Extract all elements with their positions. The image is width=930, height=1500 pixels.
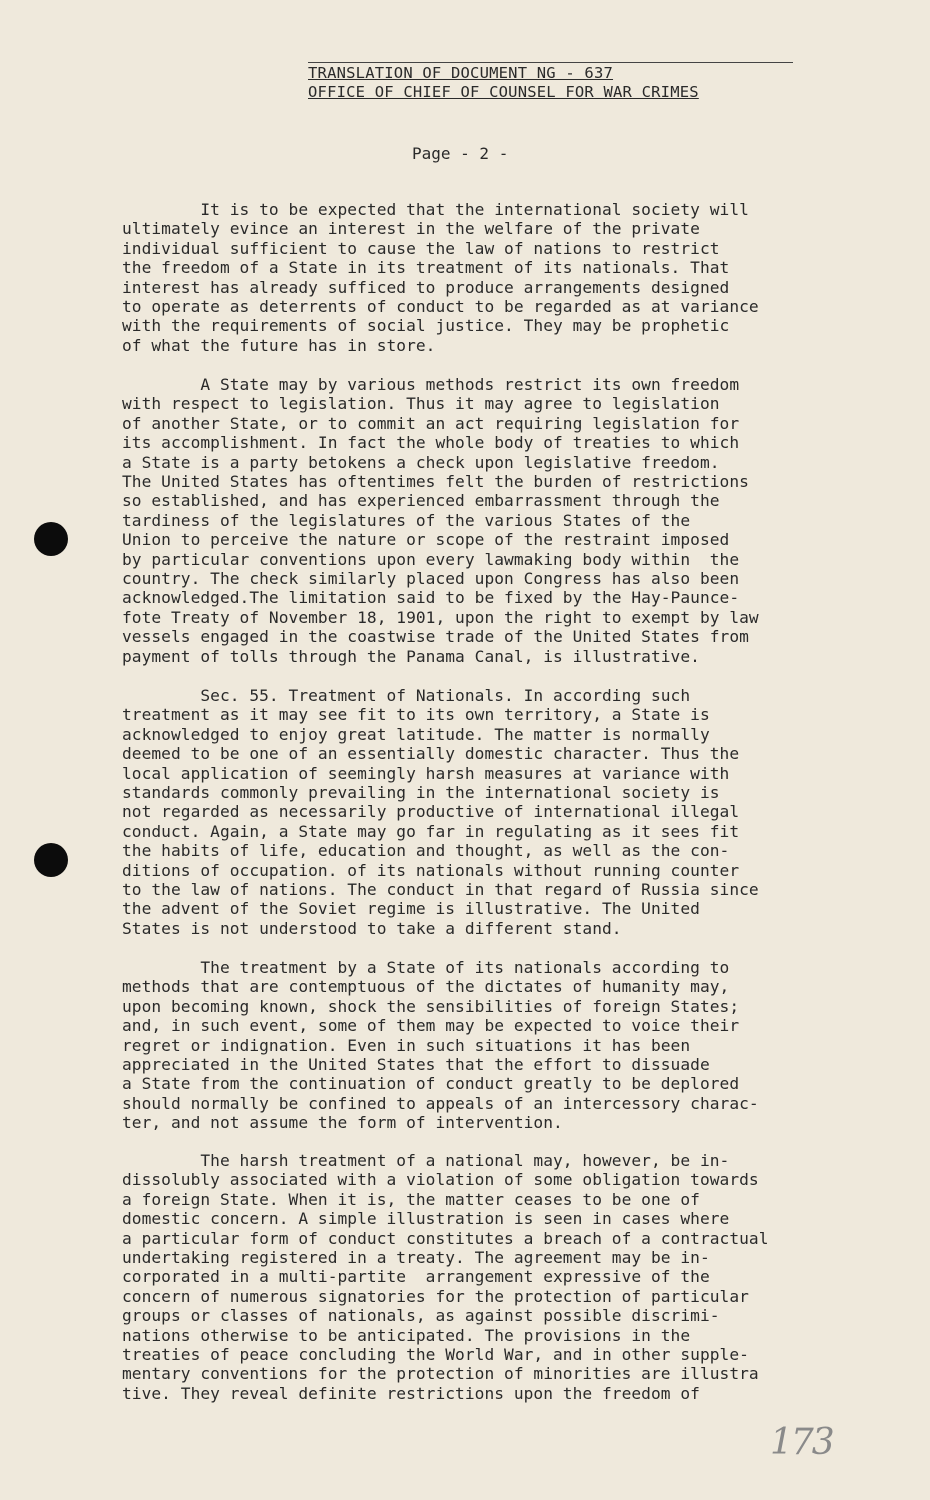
header-translation-line: TRANSLATION OF DOCUMENT NG - 637: [308, 64, 614, 82]
handwritten-page-number: 173: [770, 1422, 833, 1463]
punch-hole-bottom: [34, 843, 68, 877]
page-label: Page - 2 -: [412, 144, 509, 163]
punch-hole-top: [34, 522, 68, 556]
document-header: [308, 62, 798, 102]
header-office-line: OFFICE OF CHIEF OF COUNSEL FOR WAR CRIMES: [308, 83, 699, 101]
paragraph-4: The treatment by a State of its nationals according to methods that are contemptuous of the dictates of humanity may, upon becoming known, shock the sensibilities of foreign States; and, in such event, some of them may be expected to voice their regret or indignation. Even in such situations it has been appreciated in the United States that the effort to dissuade a State from the continuation of conduct greatly to be deplored should normally be confined to appeals of an intercessory charac- ter, and not assume the form of intervention.: [122, 958, 759, 1133]
header-rule: [308, 62, 793, 63]
paragraph-1: It is to be expected that the international society will ultimately evince an interest in the welfare of the private individual sufficient to cause the law of nations to restrict the freedom of a State in its treatment of its nationals. That interest has already sufficed to produce arrangements designed to operate as deterrents of conduct to be regarded as at variance with the requirements of social justice. They may be prophetic of what the future has in store.: [122, 200, 759, 355]
paragraph-5: The harsh treatment of a national may, however, be in- dissolubly associated with a violation of some obligation towards a foreign State. When it is, the matter ceases to be one of domestic concern. A simple illustration is seen in cases where a particular form of conduct constitutes a breach of a contractual undertaking registered in a treaty. The agreement may be in- corporated in a multi-partite arrangement expressive of the concern of numerous signatories for the protection of particular groups or classes of nationals, as against possible discrimi- nations otherwise to be anticipated. The provisions in the treaties of peace concluding the World War, and in other supple- mentary conventions for the protection of minorities are illustra tive. They reveal definite restrictions upon the freedom of: [122, 1151, 769, 1403]
paragraph-2: A State may by various methods restrict its own freedom with respect to legislation. Thus it may agree to legislation of another State, or to commit an act requiring legislation for its accomplishment. In fact the whole body of treaties to which a State is a party betokens a check upon legislative freedom. The United States has oftentimes felt the burden of restrictions so established, and has experienced embarrassment through the tardiness of the legislatures of the various States of the Union to perceive the nature or scope of the restraint imposed by particular conventions upon every lawmaking body within the country. The check similarly placed upon Congress has also been acknowledged.The limitation said to be fixed by the Hay-Paunce- fote Treaty of November 18, 1901, upon the right to exempt by law vessels engaged in the coastwise trade of the United States from payment of tolls through the Panama Canal, is illustrative.: [122, 375, 759, 666]
paragraph-3: Sec. 55. Treatment of Nationals. In according such treatment as it may see fit to its own territory, a State is acknowledged to enjoy great latitude. The matter is normally deemed to be one of an essentially domestic character. Thus the local application of seemingly harsh measures at variance with standards commonly prevailing in the international society is not regarded as necessarily productive of international illegal conduct. Again, a State may go far in regulating as it sees fit the habits of life, education and thought, as well as the con- ditions of occupation. of its nationals without running counter to the law of nations. The conduct in that regard of Russia since the advent of the Soviet regime is illustrative. The United States is not understood to take a different stand.: [122, 686, 759, 938]
